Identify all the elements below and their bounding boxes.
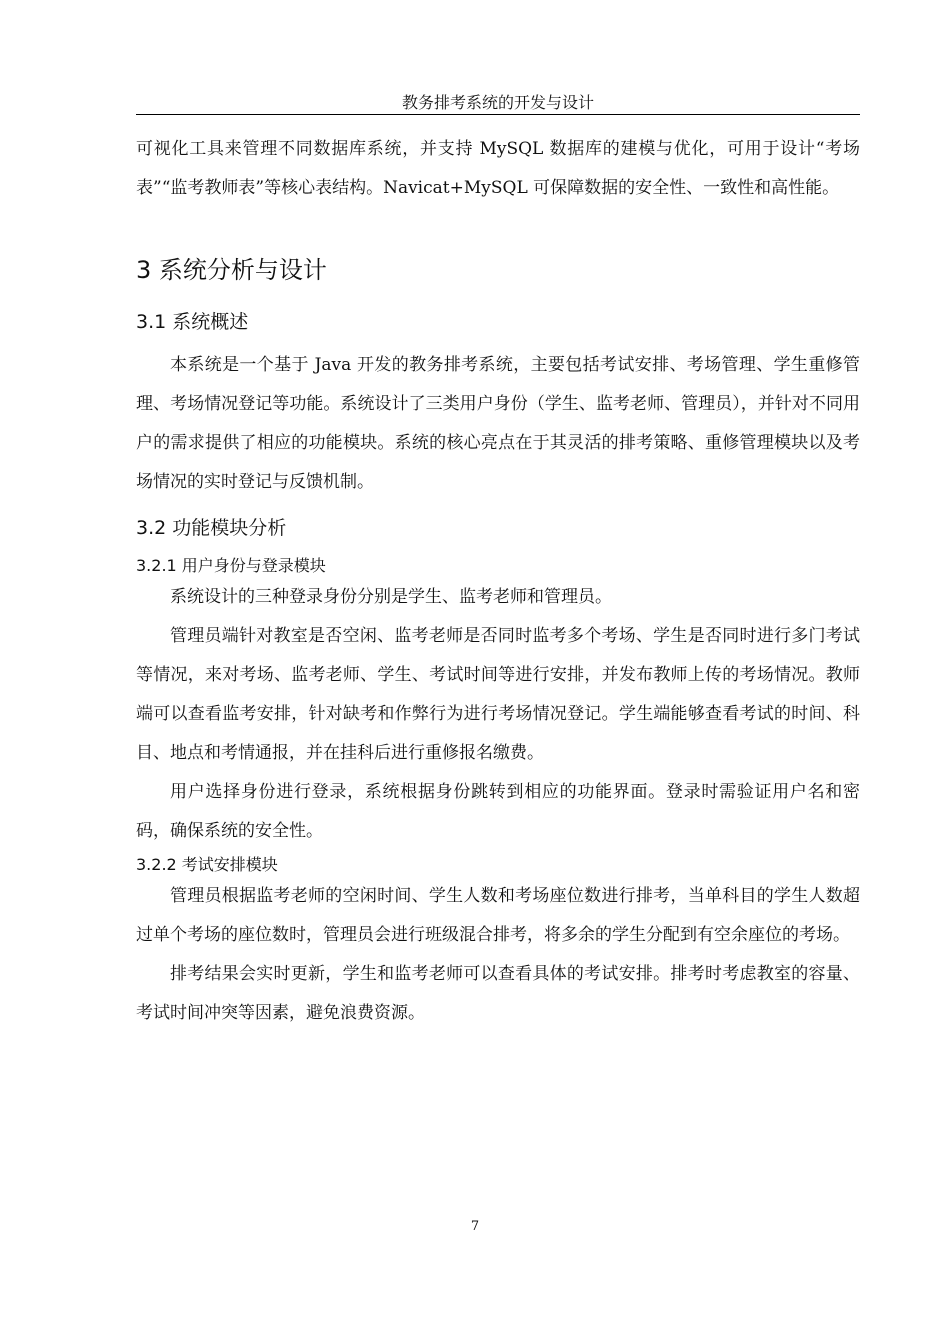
paragraph: 用户选择身份进行登录，系统根据身份跳转到相应的功能界面。登录时需验证用户名和密码，确保系统的安全性。 (136, 782, 860, 841)
section-heading-3-2: 3.2 功能模块分析 (136, 517, 287, 539)
header-rule (136, 114, 860, 115)
subsection-heading-3-2-1: 3.2.1 用户身份与登录模块 (136, 556, 326, 575)
paragraph: 排考结果会实时更新，学生和监考老师可以查看具体的考试安排。排考时考虑教室的容量、考试时间冲突等因素，避免浪费资源。 (136, 964, 860, 1023)
section-3-1-paragraph: 本系统是一个基于 Java 开发的教务排考系统，主要包括考试安排、考场管理、学生重修管理、考场情况登记等功能。系统设计了三类用户身份（学生、监考老师、管理员），并针对不同用户的需求提供了相应的功能模块。系统的核心亮点在于其灵活的排考策略、重修管理模块以及考场情况的实时登记与反馈机制。 (136, 355, 860, 492)
chapter-heading: 3 系统分析与设计 (136, 256, 327, 284)
paragraph: 管理员根据监考老师的空闲时间、学生人数和考场座位数进行排考，当单科目的学生人数超过单个考场的座位数时，管理员会进行班级混合排考，将多余的学生分配到有空余座位的考场。 (136, 886, 860, 945)
paragraph: 系统设计的三种登录身份分别是学生、监考老师和管理员。 (170, 587, 612, 607)
section-heading-3-1: 3.1 系统概述 (136, 311, 249, 333)
paragraph: 管理员端针对教室是否空闲、监考老师是否同时监考多个考场、学生是否同时进行多门考试等情况，来对考场、监考老师、学生、考试时间等进行安排，并发布教师上传的考场情况。教师端可以查看监考安排，针对缺考和作弊行为进行考场情况登记。学生端能够查看考试的时间、科目、地点和考情通报，并在挂科后进行重修报名缴费。 (136, 626, 860, 763)
subsection-heading-3-2-2: 3.2.2 考试安排模块 (136, 855, 278, 874)
running-header: 教务排考系统的开发与设计 (401, 93, 594, 112)
page-number: 7 (470, 1219, 480, 1234)
page-content (136, 130, 860, 1033)
intro-paragraph: 可视化工具来管理不同数据库系统，并支持 MySQL 数据库的建模与优化，可用于设计“考场表”“监考教师表”等核心表结构。Navicat+MySQL 可保障数据的安全性、一致性和高性能。 (136, 139, 860, 198)
